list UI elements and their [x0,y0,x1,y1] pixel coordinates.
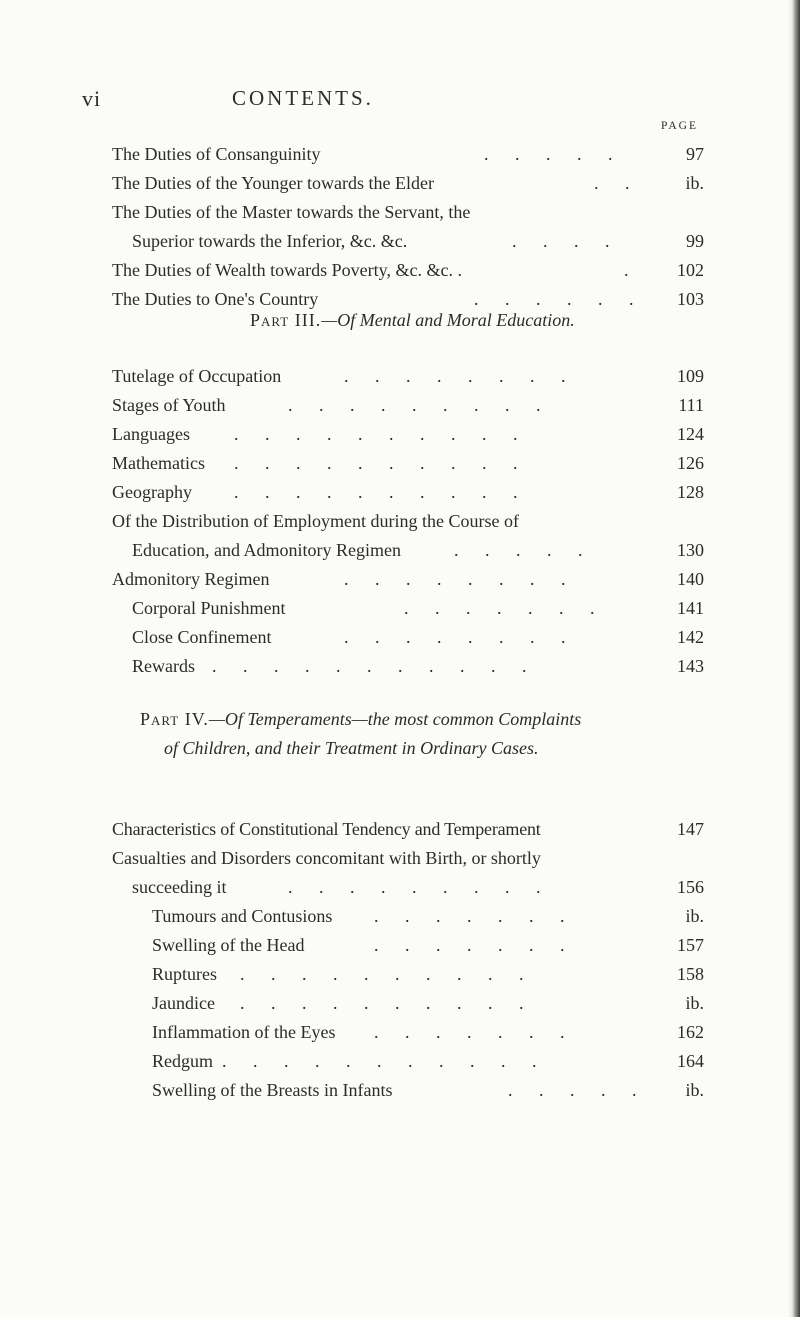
toc-section-3 [112,362,704,681]
toc-entry [112,989,704,1018]
toc-entry-title: Geography [112,482,192,502]
part-4-subtitle-line-2: of Children, and their Treatment in Ordinary Cases. [164,738,539,758]
toc-entry [112,1076,704,1105]
toc-leader-dots: . . [594,173,641,193]
toc-leader-dots: . . . . . . . . . [288,877,552,897]
toc-entry [112,902,704,931]
toc-entry-title: Characteristics of Constitutional Tendency and Temperament [112,819,541,839]
toc-entry-page: ib. [685,173,704,193]
toc-entry-page: 109 [677,366,704,386]
toc-entry-page: ib. [685,993,704,1013]
toc-entry-title: Languages [112,424,190,444]
toc-entry-title: Jaundice [152,993,215,1013]
toc-entry-page: 128 [677,482,704,502]
toc-entry-title: Of the Distribution of Employment during the Course of [112,511,519,531]
toc-entry [112,198,704,227]
part-3-heading [250,310,575,331]
toc-entry-page: 158 [677,964,704,984]
page-title: CONTENTS. [232,86,374,110]
toc-entry-title: Stages of Youth [112,395,226,415]
toc-entry [112,449,704,478]
toc-entry [112,873,704,902]
toc-entry [112,844,704,873]
toc-entry-title: The Duties of Wealth towards Poverty, &c. &c. . [112,260,462,280]
toc-leader-dots: . . . . . . . [374,906,576,926]
toc-entry-page: 162 [677,1022,704,1042]
toc-section-1 [112,140,704,314]
page-column-heading: PAGE [661,120,698,132]
toc-entry [112,565,704,594]
toc-entry-page: 164 [677,1051,704,1071]
toc-entry-page: 142 [677,627,704,647]
toc-entry-title: Superior towards the Inferior, &c. &c. [132,231,408,251]
toc-entry-title: The Duties of the Master towards the Servant, the [112,202,471,222]
toc-entry-title: Admonitory Regimen [112,569,270,589]
part-4-heading-line-1 [140,705,581,734]
toc-entry [112,362,704,391]
toc-entry [112,652,704,681]
toc-leader-dots: . . . . . . . [374,935,576,955]
toc-entry-page: 102 [677,260,704,280]
toc-leader-dots: . . . . . [508,1080,648,1100]
toc-entry-title: Mathematics [112,453,205,473]
toc-leader-dots: . . . . . . . . . . . [222,1051,548,1071]
toc-entry-title: Tumours and Contusions [152,906,333,926]
toc-leader-dots: . . . . . . [474,289,645,309]
toc-entry [112,420,704,449]
toc-entry [112,960,704,989]
toc-entry [112,507,704,536]
toc-leader-dots: . . . . . . . . [344,627,577,647]
toc-leader-dots: . . . . . . . [404,598,606,618]
toc-leader-dots: . . . . . [484,144,624,164]
toc-entry-page: ib. [685,1080,704,1100]
toc-entry-title: Corporal Punishment [132,598,286,618]
toc-entry-title: Swelling of the Breasts in Infants [152,1080,393,1100]
toc-entry-title: Redgum [152,1051,213,1071]
toc-entry-page: 157 [677,935,704,955]
toc-entry-title: succeeding it [132,877,227,897]
toc-entry [112,536,704,565]
toc-entry-title: The Duties of the Younger towards the Elder [112,173,434,193]
part-4-label: Part IV. [140,709,209,729]
toc-leader-dots: . [624,260,640,280]
toc-leader-dots: . . . . . [454,540,594,560]
toc-leader-dots: . . . . . . . . [344,569,577,589]
part-3-subtitle: —Of Mental and Moral Education. [321,310,575,330]
toc-entry-title: Ruptures [152,964,217,984]
toc-entry [112,931,704,960]
toc-entry-page: 111 [678,395,704,415]
page-edge-shadow [788,0,800,1317]
part-3-label: Part III. [250,310,322,330]
toc-leader-dots: . . . . . . . . . . [234,424,529,444]
toc-entry-title: Education, and Admonitory Regimen [132,540,401,560]
toc-leader-dots: . . . . . . . [374,1022,576,1042]
toc-entry [112,1047,704,1076]
toc-entry-page: 156 [677,877,704,897]
part-4-heading-line-2 [140,734,581,763]
toc-entry [112,1018,704,1047]
toc-entry [112,815,704,844]
toc-entry-title: The Duties to One's Country [112,289,319,309]
toc-entry [112,140,704,169]
toc-entry [112,227,704,256]
toc-entry [112,478,704,507]
toc-entry-title: Tutelage of Occupation [112,366,282,386]
toc-leader-dots: . . . . . . . . . . [234,482,529,502]
toc-entry-title: Swelling of the Head [152,935,305,955]
toc-leader-dots: . . . . . . . . . [288,395,552,415]
toc-entry-page: 126 [677,453,704,473]
toc-leader-dots: . . . . . . . . . . [240,964,535,984]
toc-entry-page: 143 [677,656,704,676]
toc-entry-page: 97 [686,144,704,164]
toc-entry-page: 141 [677,598,704,618]
toc-entry-title: Inflammation of the Eyes [152,1022,336,1042]
toc-leader-dots: . . . . [512,231,621,251]
toc-leader-dots: . . . . . . . . . . [240,993,535,1013]
toc-entry-title: Casualties and Disorders concomitant with Birth, or shortly [112,848,541,868]
toc-entry-page: ib. [685,906,704,926]
toc-leader-dots: . . . . . . . . . . [234,453,529,473]
toc-entry [112,169,704,198]
part-4-subtitle-line-1: —Of Temperaments—the most common Complaints [208,709,582,729]
toc-leader-dots: . . . . . . . . . . . [212,656,538,676]
toc-entry [112,623,704,652]
toc-entry-page: 147 [677,819,704,839]
toc-entry [112,391,704,420]
page-header [82,86,702,116]
toc-entry [112,594,704,623]
toc-entry-page: 99 [686,231,704,251]
toc-entry-title: The Duties of Consanguinity [112,144,321,164]
toc-leader-dots: . . . . . . . . [344,366,577,386]
toc-entry-page: 140 [677,569,704,589]
page-number: vi [82,86,102,111]
part-4-heading [140,705,581,763]
toc-entry-page: 103 [677,289,704,309]
toc-entry-page: 124 [677,424,704,444]
toc-entry [112,256,704,285]
toc-entry-title: Rewards [132,656,195,676]
toc-entry-title: Close Confinement [132,627,272,647]
toc-section-4 [112,815,704,1105]
toc-entry-page: 130 [677,540,704,560]
